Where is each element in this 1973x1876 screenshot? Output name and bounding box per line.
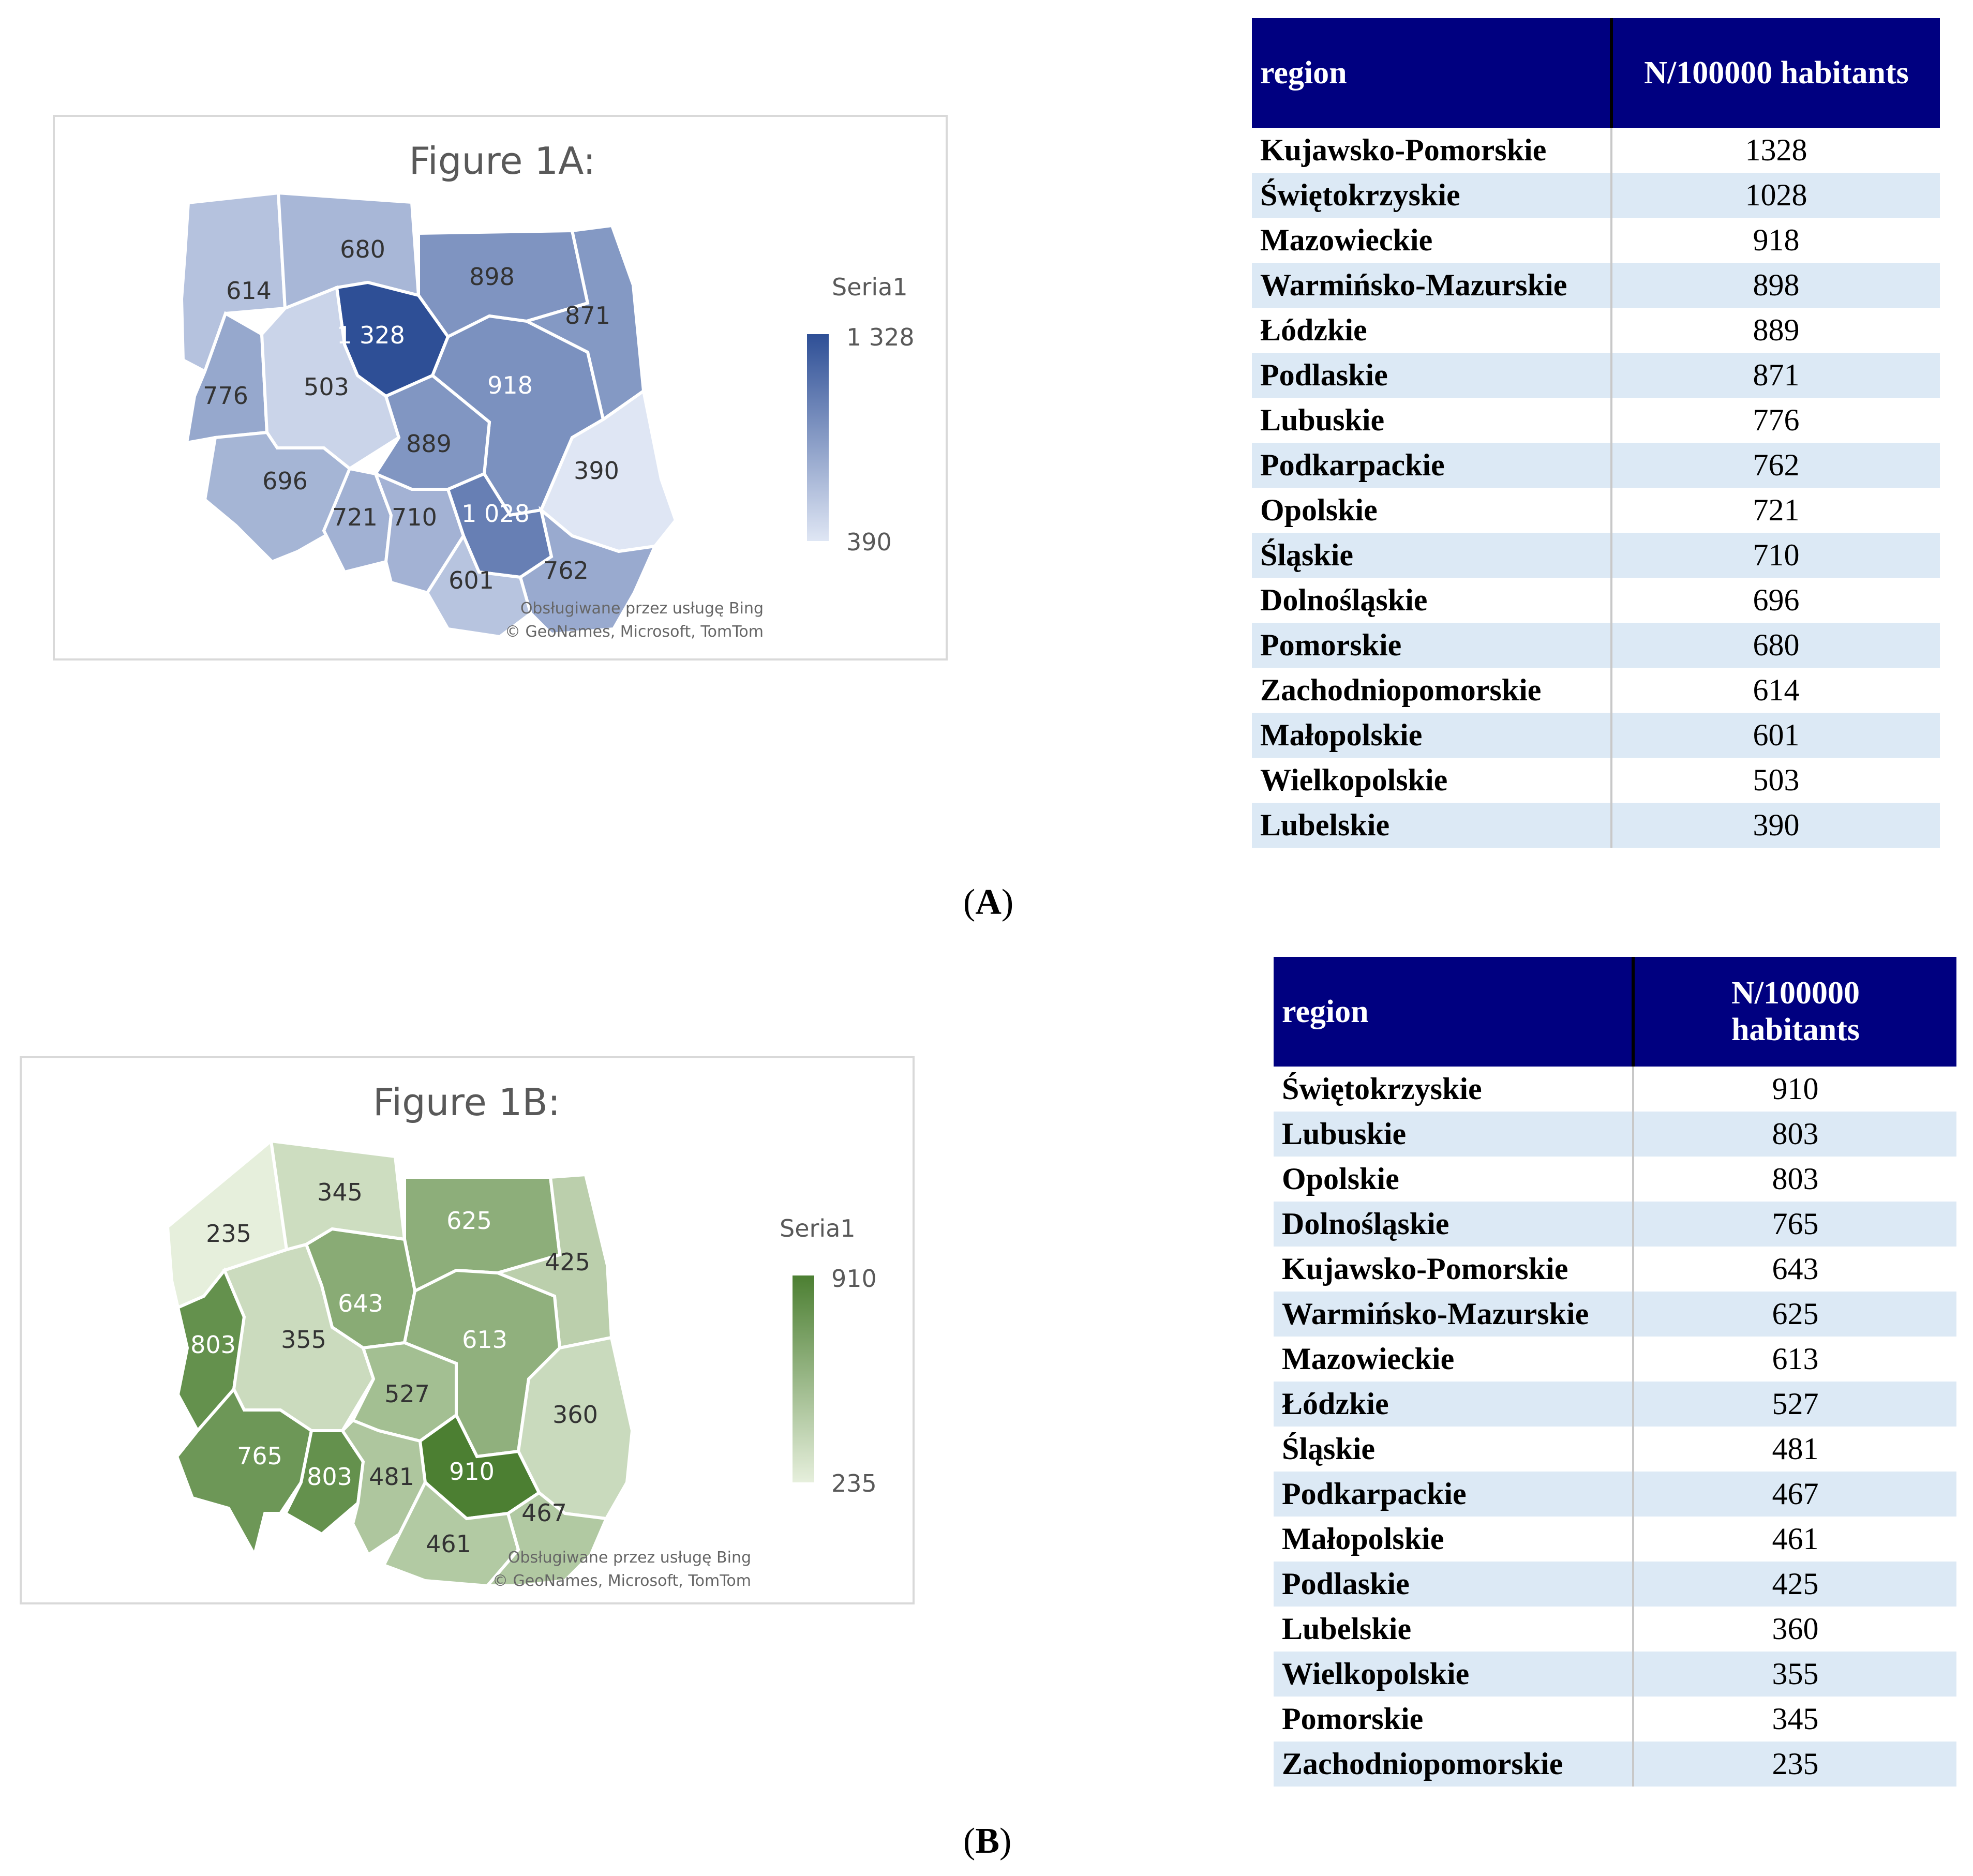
attribution-line-2: © GeoNames, Microsoft, TomTom [504, 623, 764, 641]
region-label: 390 [574, 457, 619, 485]
table-row [1252, 713, 1940, 758]
table-cell-value: 527 [1633, 1382, 1956, 1427]
table-row [1274, 1247, 1956, 1292]
table-cell-region: Kujawsko-Pomorskie [1252, 128, 1611, 173]
figure-1b-map [22, 1058, 917, 1607]
region-label: 721 [332, 503, 378, 531]
table-row [1274, 1112, 1956, 1157]
region-label: 345 [317, 1178, 363, 1206]
table-cell-region: Podlaskie [1252, 353, 1611, 398]
region-label: 680 [340, 235, 385, 263]
panel-label-a: (A) [963, 882, 1014, 922]
table-cell-value: 1328 [1611, 128, 1940, 173]
table-cell-value: 467 [1633, 1472, 1956, 1517]
table-cell-region: Łódzkie [1252, 308, 1611, 353]
region-label: 355 [281, 1326, 326, 1354]
table-cell-value: 360 [1633, 1607, 1956, 1652]
table-cell-value: 481 [1633, 1427, 1956, 1472]
table-header-value-line2: habitants [1731, 1012, 1860, 1047]
region-label: 601 [449, 566, 494, 594]
table-row [1274, 1202, 1956, 1247]
table-cell-region: Śląskie [1274, 1427, 1633, 1472]
table-cell-value: 625 [1633, 1292, 1956, 1337]
region-label: 765 [237, 1442, 282, 1470]
table-row [1252, 758, 1940, 803]
figure-1a-table [1252, 18, 1940, 848]
table-cell-value: 871 [1611, 353, 1940, 398]
table-cell-region: Łódzkie [1274, 1382, 1633, 1427]
table-header-region: region [1274, 957, 1633, 1067]
region-label: 481 [369, 1463, 414, 1491]
table-cell-region: Świętokrzyskie [1274, 1067, 1633, 1112]
table-cell-region: Opolskie [1274, 1157, 1633, 1202]
table-row [1274, 1382, 1956, 1427]
table-cell-region: Dolnośląskie [1274, 1202, 1633, 1247]
table-cell-region: Opolskie [1252, 488, 1611, 533]
table-row [1252, 218, 1940, 263]
map-title: Figure 1A: [409, 139, 596, 183]
table-row [1252, 173, 1940, 218]
table-row [1252, 353, 1940, 398]
table-cell-value: 721 [1611, 488, 1940, 533]
table-cell-region: Małopolskie [1274, 1517, 1633, 1562]
table-cell-region: Kujawsko-Pomorskie [1274, 1247, 1633, 1292]
table-header-value: N/100000 habitants [1611, 18, 1940, 128]
table-cell-value: 776 [1611, 398, 1940, 443]
panel-label-b: (B) [963, 1821, 1012, 1861]
legend-max-label: 1 328 [846, 323, 915, 351]
region-label: 360 [552, 1401, 598, 1429]
table-row [1252, 803, 1940, 848]
table-body [1252, 128, 1940, 848]
map-title: Figure 1B: [372, 1080, 561, 1124]
region-label: 889 [406, 430, 452, 458]
legend-title: Seria1 [832, 273, 908, 301]
region-label: 425 [545, 1248, 590, 1276]
region-label: 871 [565, 302, 610, 329]
region-label: 613 [462, 1326, 507, 1354]
table-cell-value: 680 [1611, 623, 1940, 668]
region-label: 235 [206, 1220, 251, 1248]
figure-1a-map-card [53, 115, 948, 661]
table-row [1274, 1742, 1956, 1787]
table-row [1274, 1337, 1956, 1382]
table-cell-region: Śląskie [1252, 533, 1611, 578]
region-label: 710 [392, 503, 437, 531]
table-row [1274, 1472, 1956, 1517]
table-row [1252, 263, 1940, 308]
table-cell-value: 235 [1633, 1742, 1956, 1787]
table-cell-value: 461 [1633, 1517, 1956, 1562]
table-cell-region: Świętokrzyskie [1252, 173, 1611, 218]
table-cell-value: 889 [1611, 308, 1940, 353]
region-label: 910 [449, 1458, 495, 1485]
table-cell-value: 355 [1633, 1652, 1956, 1697]
table-cell-value: 910 [1633, 1067, 1956, 1112]
region-label: 898 [469, 263, 515, 291]
table-cell-region: Zachodniopomorskie [1252, 668, 1611, 713]
table-row [1274, 1517, 1956, 1562]
legend-color-scale [807, 334, 829, 541]
table-cell-value: 614 [1611, 668, 1940, 713]
table-row [1252, 578, 1940, 623]
region-shapes [182, 193, 676, 637]
table-cell-value: 918 [1611, 218, 1940, 263]
table-header-region: region [1252, 18, 1611, 128]
table-cell-region: Podkarpackie [1274, 1472, 1633, 1517]
table-cell-region: Pomorskie [1274, 1697, 1633, 1742]
region-label: 467 [521, 1499, 567, 1527]
table-row [1274, 1427, 1956, 1472]
table-cell-region: Wielkopolskie [1252, 758, 1611, 803]
table-row [1252, 128, 1940, 173]
table-cell-region: Mazowieckie [1252, 218, 1611, 263]
table-cell-region: Mazowieckie [1274, 1337, 1633, 1382]
table-cell-value: 643 [1633, 1247, 1956, 1292]
table-cell-region: Lubuskie [1252, 398, 1611, 443]
table-row [1274, 1562, 1956, 1607]
table-row [1274, 1292, 1956, 1337]
table-cell-value: 803 [1633, 1157, 1956, 1202]
region-label: 527 [384, 1380, 430, 1408]
table-cell-value: 765 [1633, 1202, 1956, 1247]
table-cell-region: Zachodniopomorskie [1274, 1742, 1633, 1787]
region-label: 503 [304, 373, 349, 401]
region-label: 803 [307, 1463, 352, 1491]
legend-min-label: 235 [831, 1469, 877, 1497]
table-cell-region: Lubelskie [1274, 1607, 1633, 1652]
figure-1b-table [1274, 957, 1956, 1787]
table-cell-value: 345 [1633, 1697, 1956, 1742]
table-row [1274, 1067, 1956, 1112]
figure-1a-map [55, 117, 950, 663]
table-row [1274, 1157, 1956, 1202]
legend-min-label: 390 [846, 528, 892, 556]
table-cell-region: Wielkopolskie [1274, 1652, 1633, 1697]
table-cell-value: 503 [1611, 758, 1940, 803]
table-cell-region: Warmińsko-Mazurskie [1252, 263, 1611, 308]
region-label: 1 328 [337, 321, 405, 349]
table-cell-region: Małopolskie [1252, 713, 1611, 758]
figure-1b-map-card [20, 1056, 915, 1604]
attribution-line-2: © GeoNames, Microsoft, TomTom [492, 1572, 751, 1590]
table-cell-region: Podlaskie [1274, 1562, 1633, 1607]
table-row [1252, 398, 1940, 443]
table-row [1252, 488, 1940, 533]
table-cell-value: 710 [1611, 533, 1940, 578]
table-body [1274, 1067, 1956, 1787]
region-label: 696 [262, 467, 308, 495]
legend-max-label: 910 [831, 1265, 877, 1293]
table-cell-value: 762 [1611, 443, 1940, 488]
table-cell-value: 696 [1611, 578, 1940, 623]
table-row [1274, 1607, 1956, 1652]
table-cell-value: 601 [1611, 713, 1940, 758]
table-row [1252, 623, 1940, 668]
region-label: 461 [426, 1530, 471, 1558]
attribution-line-1: Obsługiwane przez usługę Bing [507, 1549, 751, 1567]
region-label: 918 [487, 371, 533, 399]
region-label: 762 [543, 557, 589, 584]
region-label: 614 [226, 277, 272, 305]
table-header-value-line1: N/100000 [1731, 975, 1860, 1011]
table-cell-value: 1028 [1611, 173, 1940, 218]
table-cell-value: 898 [1611, 263, 1940, 308]
table-cell-region: Pomorskie [1252, 623, 1611, 668]
table-cell-value: 425 [1633, 1562, 1956, 1607]
table-row [1252, 308, 1940, 353]
table-cell-value: 613 [1633, 1337, 1956, 1382]
table-cell-region: Podkarpackie [1252, 443, 1611, 488]
table-header-value [1633, 957, 1956, 1067]
region-label: 1 028 [461, 500, 530, 528]
table-cell-region: Dolnośląskie [1252, 578, 1611, 623]
region-label: 776 [203, 382, 248, 410]
attribution-line-1: Obsługiwane przez usługę Bing [520, 599, 764, 618]
table-row [1252, 533, 1940, 578]
legend-color-scale [793, 1275, 814, 1482]
table-cell-region: Warmińsko-Mazurskie [1274, 1292, 1633, 1337]
table-row [1252, 443, 1940, 488]
table-row [1252, 668, 1940, 713]
legend-title: Seria1 [780, 1214, 856, 1242]
table-cell-region: Lubuskie [1274, 1112, 1633, 1157]
region-label: 803 [190, 1331, 236, 1359]
table-row [1274, 1697, 1956, 1742]
table-cell-region: Lubelskie [1252, 803, 1611, 848]
region-label: 625 [446, 1207, 492, 1235]
table-row [1274, 1652, 1956, 1697]
table-cell-value: 390 [1611, 803, 1940, 848]
region-label: 643 [338, 1289, 383, 1317]
table-cell-value: 803 [1633, 1112, 1956, 1157]
